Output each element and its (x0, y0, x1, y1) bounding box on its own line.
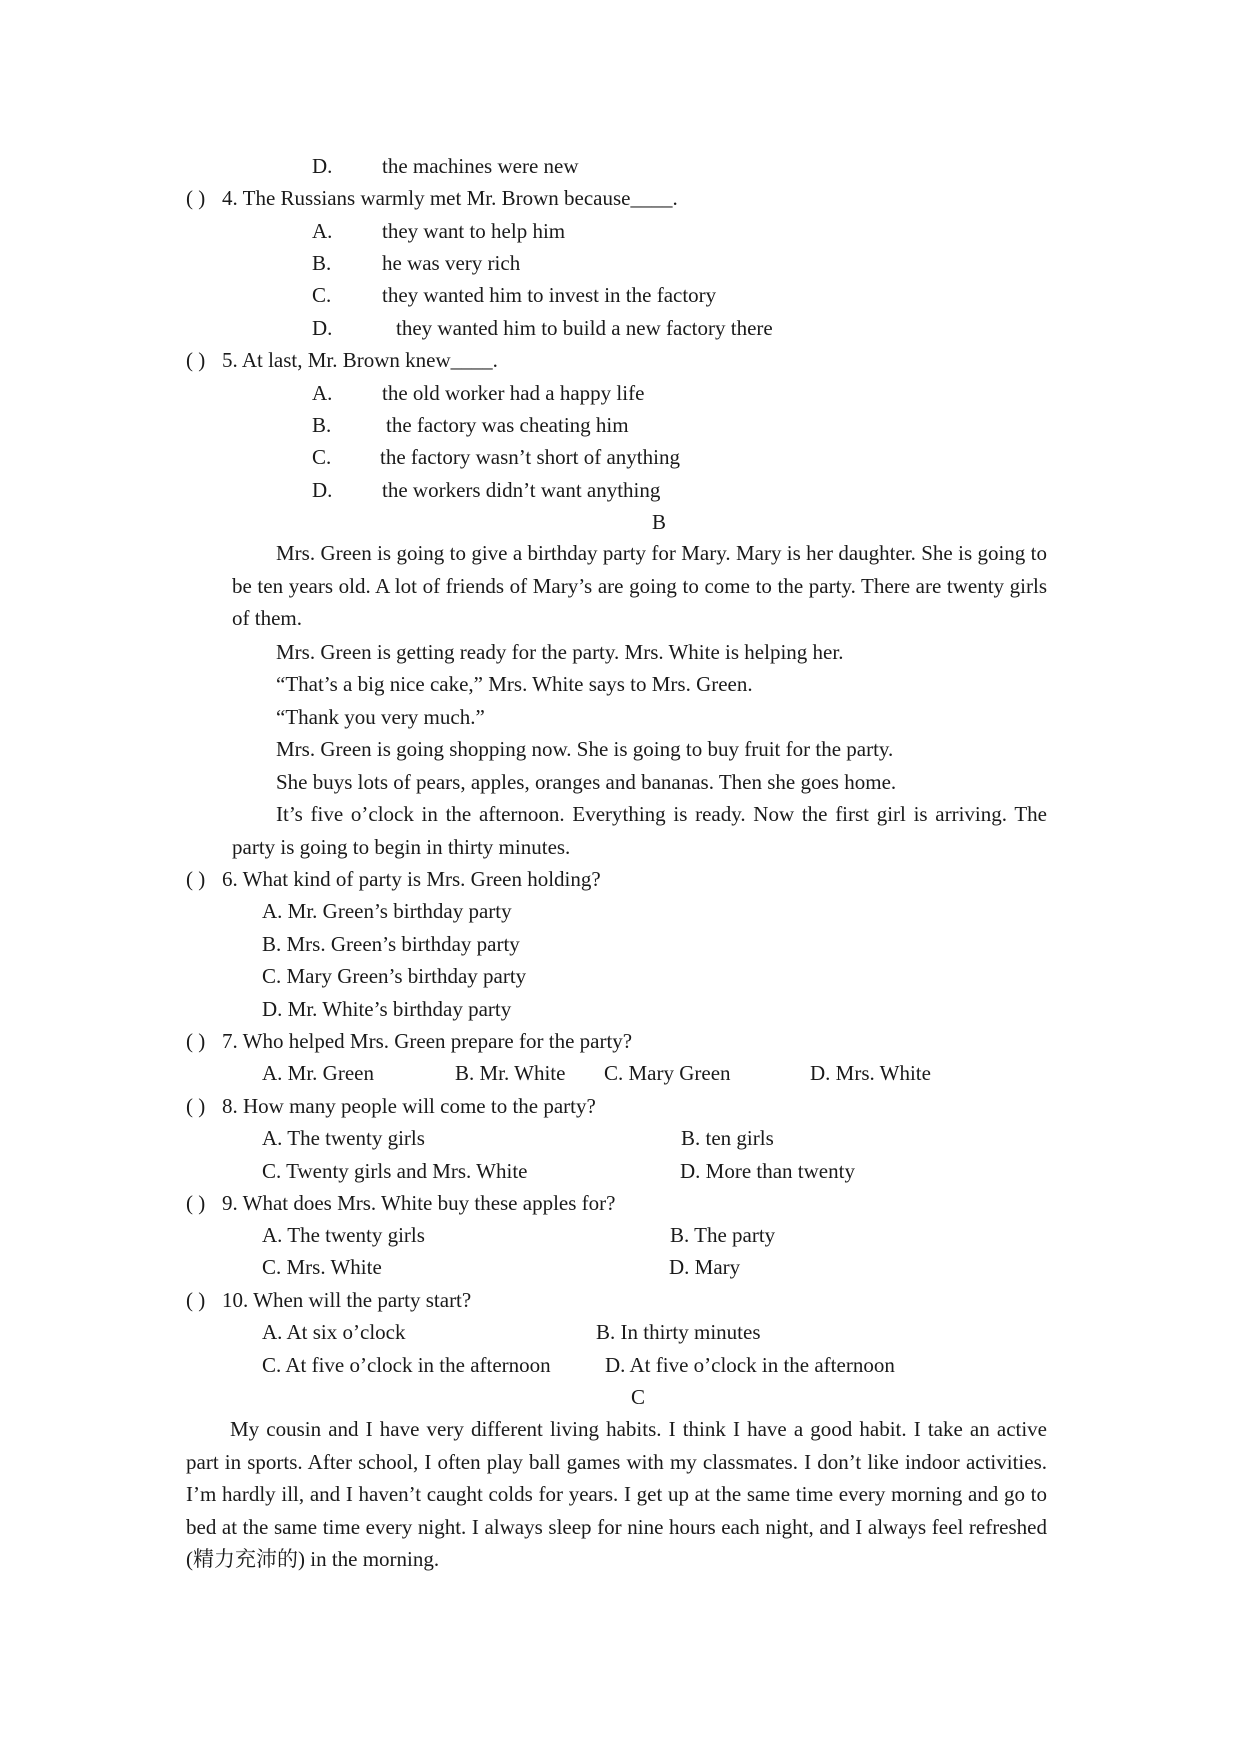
section-b-paragraph-5: Mrs. Green is going shopping now. She is going to buy fruit for the party. (276, 737, 894, 761)
option-letter: C. (312, 283, 332, 307)
section-b-paragraph-3: “That’s a big nice cake,” Mrs. White says to Mrs. Green. (276, 672, 753, 696)
option-text: the factory was cheating him (386, 413, 629, 437)
q7-option-c: C. Mary Green (604, 1061, 731, 1085)
question-text: 10. When will the party start? (222, 1288, 472, 1312)
question-text: 8. How many people will come to the party? (222, 1094, 596, 1118)
q4-option-a (312, 217, 565, 245)
question-9-stem (186, 1189, 615, 1217)
q4-option-d (312, 314, 773, 342)
answer-blank: ( ) (186, 1288, 206, 1312)
q6-option-a: A. Mr. Green’s birthday party (262, 899, 512, 923)
section-b-paragraph-1: Mrs. Green is going to give a birthday party for Mary. Mary is her daughter. She is going to be ten years old. A lot of friends of Mary’s are going to come to the party. There are twenty girls of them. (232, 541, 1047, 631)
q10-option-d: D. At five o’clock in the afternoon (605, 1353, 895, 1377)
option-letter: D. (312, 154, 333, 178)
q9-option-b: B. The party (670, 1223, 776, 1247)
q10-option-a: A. At six o’clock (262, 1320, 406, 1344)
option-letter: A. (312, 219, 333, 243)
q5-option-c (312, 443, 680, 471)
answer-blank: ( ) (186, 348, 206, 372)
q4-option-c (312, 281, 716, 309)
section-b-paragraph-2: Mrs. Green is getting ready for the party. Mrs. White is helping her. (276, 640, 844, 664)
q5-option-d (312, 476, 660, 504)
question-text: 4. The Russians warmly met Mr. Brown because____. (222, 186, 678, 210)
question-10-stem (186, 1286, 471, 1314)
question-4-stem (186, 184, 678, 212)
question-7-stem (186, 1027, 632, 1055)
option-letter: B. (312, 251, 332, 275)
option-text: the workers didn’t want anything (382, 478, 661, 502)
answer-blank: ( ) (186, 1029, 206, 1053)
option-text: they wanted him to build a new factory there (396, 316, 773, 340)
option-letter: A. (312, 381, 333, 405)
q4-option-b (312, 249, 520, 277)
q10-option-b: B. In thirty minutes (596, 1320, 761, 1344)
section-b-paragraph-7: It’s five o’clock in the afternoon. Everything is ready. Now the first girl is arriving. The party is going to begin in thirty minutes. (232, 802, 1047, 859)
q7-option-a: A. Mr. Green (262, 1061, 374, 1085)
q9-option-a: A. The twenty girls (262, 1223, 425, 1247)
q9-option-d: D. Mary (669, 1255, 741, 1279)
question-6-stem (186, 865, 601, 893)
q8-option-c: C. Twenty girls and Mrs. White (262, 1159, 528, 1183)
q6-option-b: B. Mrs. Green’s birthday party (262, 932, 520, 956)
option-letter: B. (312, 413, 332, 437)
q7-option-b: B. Mr. White (455, 1061, 566, 1085)
answer-blank: ( ) (186, 1191, 206, 1215)
q6-option-d: D. Mr. White’s birthday party (262, 997, 512, 1021)
option-text: they wanted him to invest in the factory (382, 283, 717, 307)
question-text: 7. Who helped Mrs. Green prepare for the party? (222, 1029, 633, 1053)
answer-blank: ( ) (186, 867, 206, 891)
q8-option-d: D. More than twenty (680, 1159, 855, 1183)
q8-option-b: B. ten girls (681, 1126, 774, 1150)
section-c-paragraph: My cousin and I have very different living habits. I think I have a good habit. I take an active part in sports. After school, I often play ball games with my classmates. I don’t like indoor activities. I’m hardly ill, and I haven’t caught colds for years. I get up at the same time every morning and go to bed at the same time every night. I always sleep for nine hours each night, and I always feel refreshed (精力充沛的) in the morning. (186, 1417, 1047, 1572)
q10-option-c: C. At five o’clock in the afternoon (262, 1353, 551, 1377)
option-text: he was very rich (382, 251, 521, 275)
question-text: 9. What does Mrs. White buy these apples for? (222, 1191, 616, 1215)
q9-option-c: C. Mrs. White (262, 1255, 382, 1279)
question-8-stem (186, 1092, 596, 1120)
q3-option-d (312, 152, 579, 180)
answer-blank: ( ) (186, 186, 206, 210)
question-text: 5. At last, Mr. Brown knew____. (222, 348, 498, 372)
q6-option-c: C. Mary Green’s birthday party (262, 964, 527, 988)
q5-option-a (312, 379, 644, 407)
question-5-stem (186, 346, 498, 374)
q7-option-d: D. Mrs. White (810, 1061, 931, 1085)
section-b-paragraph-6: She buys lots of pears, apples, oranges and bananas. Then she goes home. (276, 770, 897, 794)
section-b-heading: B (652, 510, 667, 534)
q8-option-a: A. The twenty girls (262, 1126, 425, 1150)
question-text: 6. What kind of party is Mrs. Green holding? (222, 867, 601, 891)
option-text: the machines were new (382, 154, 579, 178)
q5-option-b (312, 411, 629, 439)
option-letter: C. (312, 445, 332, 469)
answer-blank: ( ) (186, 1094, 206, 1118)
option-text: they want to help him (382, 219, 566, 243)
option-text: the factory wasn’t short of anything (380, 445, 680, 469)
option-text: the old worker had a happy life (382, 381, 645, 405)
option-letter: D. (312, 478, 333, 502)
option-letter: D. (312, 316, 333, 340)
section-b-paragraph-4: “Thank you very much.” (276, 705, 485, 729)
section-c-heading: C (631, 1385, 646, 1409)
